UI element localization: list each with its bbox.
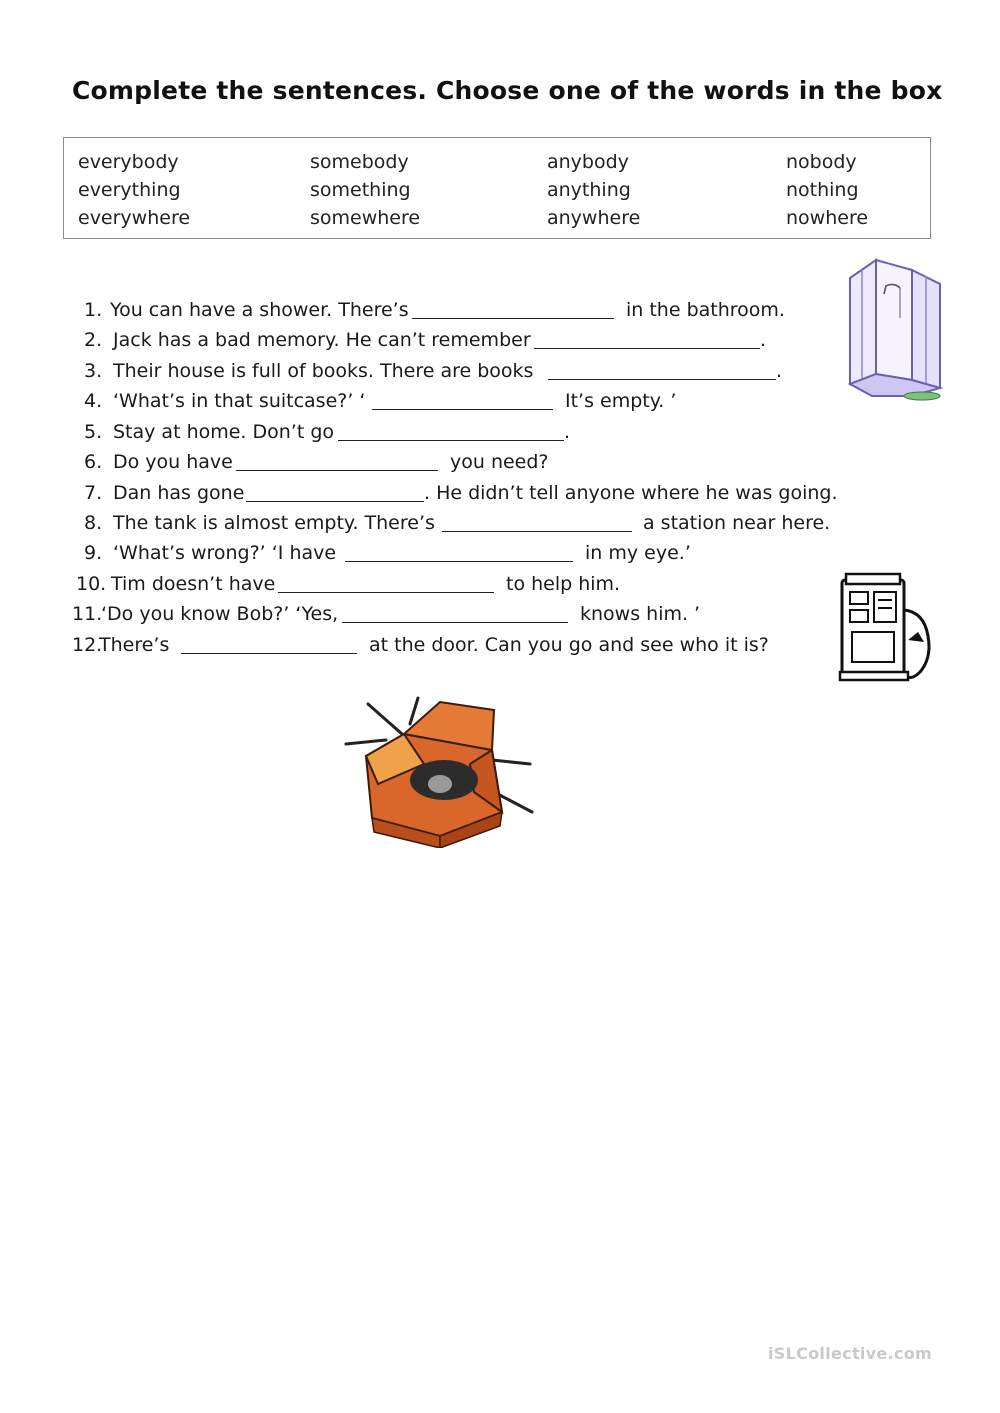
sentence-before: Their house is full of books. There are books [113, 360, 534, 382]
answer-blank[interactable] [548, 379, 776, 380]
answer-blank[interactable] [442, 531, 632, 532]
word-option: anywhere [547, 207, 641, 229]
answer-blank[interactable] [236, 470, 438, 471]
word-option: everywhere [78, 207, 191, 229]
footer-watermark: iSLCollective.com [768, 1344, 932, 1363]
exercise-item [0, 421, 1000, 451]
sentence-after: at the door. Can you go and see who it is? [369, 634, 769, 656]
item-number: 2. [84, 329, 103, 351]
word-option: anything [547, 179, 631, 201]
word-column [547, 148, 640, 232]
item-number: 12. [72, 634, 103, 656]
sentence-before: Jack has a bad memory. He can’t remember [113, 329, 531, 351]
sentence-before: You can have a shower. There’s [110, 299, 409, 321]
sentence-after: in my eye.’ [585, 542, 691, 564]
sentence-before: ‘Do you know Bob?’ ‘Yes, [101, 603, 339, 625]
item-number: 9. [84, 542, 103, 564]
item-number: 5. [84, 421, 103, 443]
item-number: 8. [84, 512, 103, 534]
word-column [310, 148, 420, 232]
sentence-after: in the bathroom. [626, 299, 785, 321]
item-number: 7. [84, 482, 103, 504]
sentence-before: Stay at home. Don’t go [113, 421, 335, 443]
sentence-after: . [760, 329, 767, 351]
word-column [786, 148, 868, 232]
answer-blank[interactable] [342, 622, 568, 623]
sentence-after: a station near here. [643, 512, 831, 534]
sentence-before: ‘What’s wrong?’ ‘I have [113, 542, 337, 564]
word-option: nobody [786, 151, 857, 173]
exercise-item [0, 482, 1000, 512]
exercise-item [0, 542, 1000, 572]
word-box [63, 137, 931, 239]
petrol-pump-icon [838, 570, 938, 686]
sentence-before: ‘What’s in that suitcase?’ ‘ [113, 390, 366, 412]
word-option: nothing [786, 179, 859, 201]
sentence-after: . [776, 360, 783, 382]
item-number: 3. [84, 360, 103, 382]
answer-blank[interactable] [246, 501, 424, 502]
answer-blank[interactable] [278, 592, 494, 593]
sentence-after: It’s empty. ’ [565, 390, 677, 412]
item-number: 4. [84, 390, 103, 412]
item-number: 11. [72, 603, 103, 625]
exercise-item [0, 512, 1000, 542]
item-number: 1. [84, 299, 103, 321]
answer-blank[interactable] [534, 348, 760, 349]
word-option: somewhere [310, 207, 421, 229]
sentence-before: The tank is almost empty. There’s [113, 512, 435, 534]
word-option: something [310, 179, 411, 201]
sentence-after: you need? [450, 451, 549, 473]
sentence-after: . He didn’t tell anyone where he was going. [424, 482, 838, 504]
shower-icon [842, 256, 948, 402]
sentence-before: There’s [99, 634, 170, 656]
answer-blank[interactable] [338, 440, 564, 441]
word-option: everything [78, 179, 181, 201]
sentence-after: knows him. ’ [580, 603, 701, 625]
answer-blank[interactable] [345, 561, 573, 562]
word-option: everybody [78, 151, 179, 173]
word-option: anybody [547, 151, 629, 173]
item-number: 6. [84, 451, 103, 473]
item-number: 10. [76, 573, 107, 595]
empty-box-icon [344, 694, 544, 848]
answer-blank[interactable] [412, 318, 614, 319]
answer-blank[interactable] [181, 653, 357, 654]
sentence-before: Do you have [113, 451, 233, 473]
word-option: somebody [310, 151, 409, 173]
answer-blank[interactable] [372, 409, 553, 410]
exercise-item [0, 451, 1000, 481]
sentence-after: to help him. [506, 573, 621, 595]
word-option: nowhere [786, 207, 869, 229]
worksheet-title: Complete the sentences. Choose one of the words in the box [72, 76, 943, 105]
sentence-before: Tim doesn’t have [111, 573, 276, 595]
word-column [78, 148, 190, 232]
sentence-after: . [564, 421, 571, 443]
sentence-before: Dan has gone [113, 482, 245, 504]
